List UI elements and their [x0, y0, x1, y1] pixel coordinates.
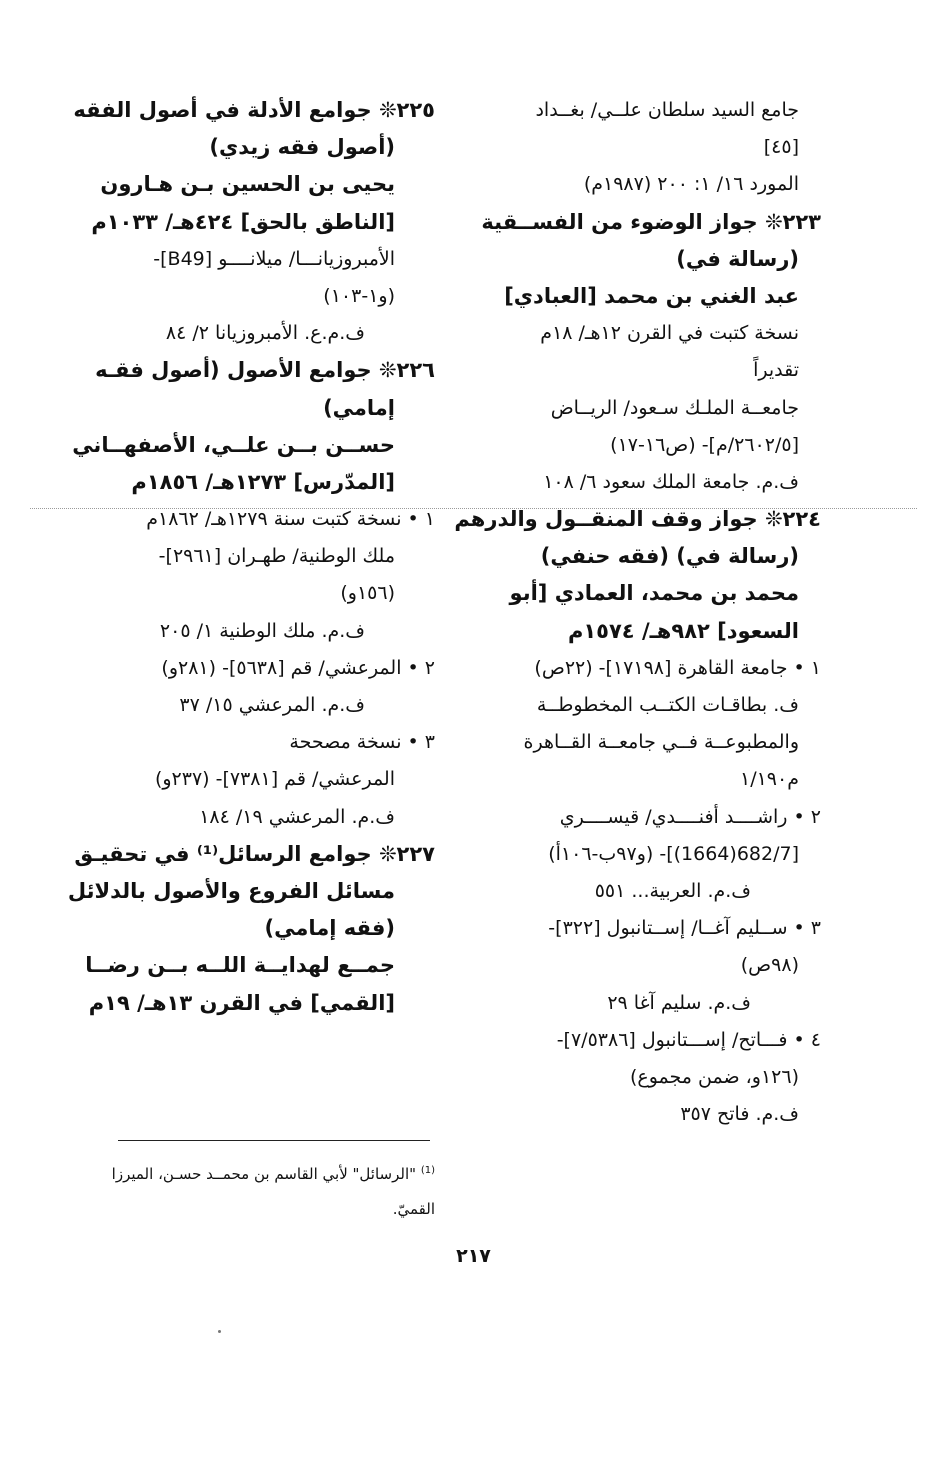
- right-column-line: ٢٢٤❊ جواز وقف المنقــول والدرهم: [454, 507, 821, 532]
- right-column-line: محمد بن محمد، العمادي [أبو: [509, 581, 799, 606]
- right-column-line: السعود] ٩٨٢هـ/ ١٥٧٤م: [567, 618, 799, 643]
- left-column-line: إمامي): [323, 395, 395, 420]
- right-column-line: جامع السيد سلطان علــي/ بغــداد: [535, 99, 799, 121]
- left-column-line: ٢ • المرعشي/ قم [٥٦٣٨]- (٢٨١و): [161, 656, 435, 679]
- right-column-line: جامعــة الملـك سـعود/ الريــاض: [550, 396, 799, 419]
- left-column-line: ١ • نسخة كتبت سنة ١٢٧٩هـ/ ١٨٦٢م: [146, 508, 435, 531]
- left-column-line: ف.م. المرعشي ١٥/ ٣٧: [179, 694, 365, 716]
- left-column-line: [المدّرس] ١٢٧٣هـ/ ١٨٥٦م: [131, 469, 395, 494]
- right-column: [454, 92, 821, 1133]
- left-column-line: مسائل الفروع والأصول بالدلائل: [67, 878, 395, 903]
- left-column-line: يحيى بن الحسين بـن هـارون: [100, 172, 395, 197]
- right-column-line: (رسالة في) (فقه حنفي): [540, 544, 799, 569]
- right-column-line: ١ • جامعة القاهرة [١٧١٩٨]- (٢٢ص): [534, 656, 821, 679]
- right-column-line: (٩٨ص): [740, 954, 799, 977]
- right-column-line: ٢ • راشــــد أفنــــدي/ قيســــري: [559, 805, 821, 828]
- left-column-line: (و١-١٠٣): [323, 284, 395, 307]
- right-column-line: ف.م. العربية... ٥٥١: [594, 879, 751, 902]
- right-column-line: ف.م. فاتح ٣٥٧: [680, 1103, 799, 1126]
- right-column-line: م١/١٩٠: [740, 768, 799, 791]
- right-column-line: ف.م. جامعة الملك سعود ٦/ ١٠٨: [543, 470, 799, 493]
- left-column-line: ف.م. ملك الوطنية ١/ ٢٠٥: [159, 619, 365, 642]
- right-column-line: ف. بطاقـات الكتــب المخطوطــة: [536, 694, 799, 716]
- left-column-line: المرعشي/ قم [٧٣٨١]- (٢٣٧و): [154, 768, 395, 791]
- left-column-line: جمــع لهدايــة اللــه بــن رضــا: [85, 953, 395, 978]
- right-column-line: [٢٦٠٢/٥/م]- (ص١٦-١٧): [610, 433, 799, 456]
- right-column-line: [682/7(1664)]- (و٩٧ب-١٠٦أ): [548, 842, 799, 865]
- left-column-line: [الناطق بالحق] ٤٢٤هـ/ ١٠٣٣م: [91, 209, 395, 234]
- left-column-line: [القمي] في القرن ١٣هـ/ ١٩م: [88, 990, 395, 1015]
- left-column-line: (فقه إمامي): [264, 916, 395, 941]
- left-column-line: الأمبروزيانـــا/ ميلانــــو [B49]-: [153, 247, 395, 270]
- left-column: [67, 92, 435, 1022]
- footnote: [105, 1153, 435, 1227]
- left-column-line: حســن بــن علــي، الأصفهــاني: [72, 432, 395, 457]
- left-column-line: ٢٢٦❊ جوامع الأصول (أصول فقـه: [95, 358, 435, 383]
- right-column-line: نسخة كتبت في القرن ١٢هـ/ ١٨م: [540, 322, 799, 345]
- footnote-text: "الرسائل" لأبي القاسم بن محمــد حسـن، الميرزا القميّ.: [111, 1165, 435, 1218]
- footnote-rule: [118, 1140, 430, 1141]
- left-column-line: ف.م.ع. الأمبروزيانا ٢/ ٨٤: [165, 322, 365, 345]
- left-column-line: (١٥٦و): [340, 582, 395, 605]
- scan-speck: [218, 1330, 221, 1333]
- right-column-line: المورد ١٦/ ١: ٢٠٠ (١٩٨٧م): [583, 173, 799, 196]
- right-column-line: والمطبوعــة فــي جامعــة القــاهرة: [523, 731, 799, 754]
- footnote-marker: (1): [420, 1165, 435, 1176]
- left-column-line: ٢٢٧❊ جوامع الرسائل⁽¹⁾ في تحقيـق: [74, 841, 435, 866]
- page-number: ٢١٧: [456, 1245, 491, 1267]
- left-column-line: ٣ • نسخة مصححة: [289, 731, 435, 754]
- right-column-line: [٤٥]: [763, 136, 799, 159]
- right-column-line: تقديراً: [753, 359, 799, 382]
- right-column-line: عبد الغني بن محمد [العبادي]: [504, 283, 799, 308]
- right-column-line: ٤ • فـــاتح/ إســـتانبول [٧/٥٣٨٦]-: [556, 1028, 821, 1051]
- right-column-line: (١٢٦و، ضمن مجموع): [629, 1065, 799, 1088]
- scan-dotted-line: [30, 508, 917, 509]
- right-column-line: (رسالة في): [676, 246, 799, 271]
- right-column-line: ف.م. سليم آغا ٢٩: [607, 991, 751, 1014]
- right-column-line: ٣ • ســليم آغــا/ إســتانبول [٣٢٢]-: [548, 917, 821, 940]
- left-column-line: ٢٢٥❊ جوامع الأدلة في أصول الفقه: [73, 98, 435, 122]
- left-column-line: (أصول فقه زيدي): [209, 135, 395, 160]
- left-column-line: ملك الوطنية/ طهـران [٢٩٦١]-: [158, 545, 395, 568]
- right-column-line: ٢٢٣❊ جواز الوضوء من الفســقية: [481, 209, 821, 234]
- left-column-line: ف.م. المرعشي ١٩/ ١٨٤: [199, 805, 395, 828]
